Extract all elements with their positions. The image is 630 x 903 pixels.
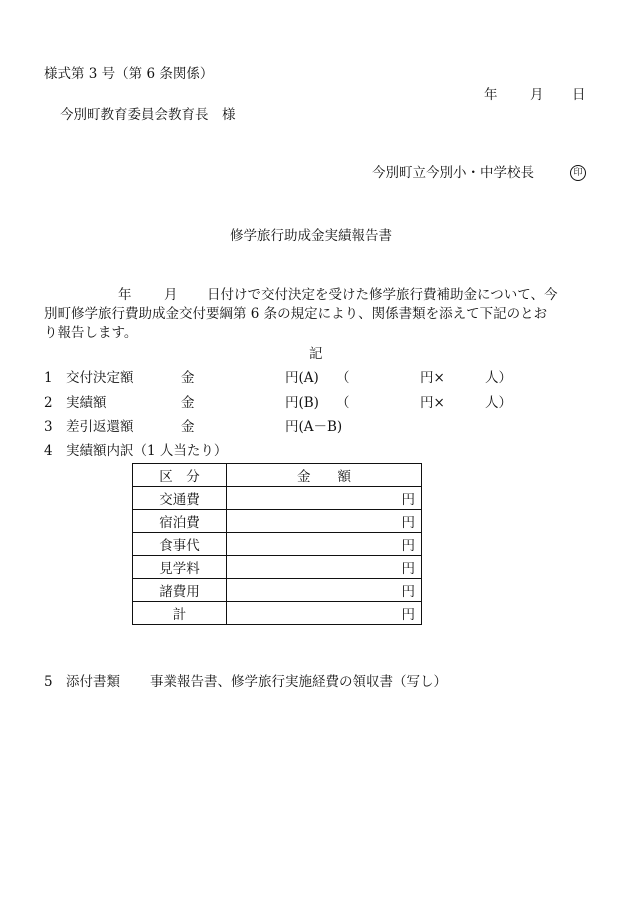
table-header-row xyxy=(133,464,422,487)
item-4-label: 実績額内訳（1 人当たり） xyxy=(66,443,228,459)
body-line3: り報告します。 xyxy=(44,325,138,341)
row-amount-unit: 円 xyxy=(227,579,422,602)
row-category: 見学料 xyxy=(133,556,227,579)
row-category: 計 xyxy=(133,602,227,625)
table-row xyxy=(133,487,422,510)
item-2-kin: 金 xyxy=(181,395,195,411)
body-month: 月 xyxy=(164,287,178,303)
table-row xyxy=(133,556,422,579)
date-month: 月 xyxy=(530,87,544,103)
row-amount-unit: 円 xyxy=(227,602,422,625)
item-5-label: 添付書類 xyxy=(66,674,120,690)
date-day: 日 xyxy=(572,87,586,103)
item-3-label: 差引返還額 xyxy=(66,419,134,435)
item-2-paren: （ xyxy=(336,395,350,411)
item-5-content: 事業報告書、修学旅行実施経費の領収書（写し） xyxy=(150,674,447,690)
date-year: 年 xyxy=(484,87,498,103)
row-amount-unit: 円 xyxy=(227,556,422,579)
body-year: 年 xyxy=(118,287,132,303)
table-total-row xyxy=(133,602,422,625)
row-amount-unit: 円 xyxy=(227,487,422,510)
ki-heading: 記 xyxy=(309,346,323,362)
addressee: 今別町教育委員会教育長 様 xyxy=(60,107,236,123)
item-1-label: 交付決定額 xyxy=(66,370,134,386)
row-amount-unit: 円 xyxy=(227,533,422,556)
item-1-number: 1 xyxy=(44,370,53,386)
table-row xyxy=(133,510,422,533)
item-2-per-person: 円× xyxy=(420,395,445,411)
item-1-kin: 金 xyxy=(181,370,195,386)
item-1-paren: （ xyxy=(336,370,350,386)
row-category: 諸費用 xyxy=(133,579,227,602)
row-amount-unit: 円 xyxy=(227,510,422,533)
item-3-yen: 円(A－B) xyxy=(285,419,343,435)
item-2-persons: 人） xyxy=(485,395,512,411)
row-category: 宿泊費 xyxy=(133,510,227,533)
item-1-persons: 人） xyxy=(485,370,512,386)
item-2-number: 2 xyxy=(44,395,53,411)
form-number: 様式第 3 号（第 6 条関係） xyxy=(44,66,214,82)
body-line1: 日付けで交付決定を受けた修学旅行費補助金について、今 xyxy=(207,287,558,303)
item-5-number: 5 xyxy=(44,674,53,690)
item-2-yen: 円(B) xyxy=(285,395,319,411)
table-row xyxy=(133,579,422,602)
item-3-kin: 金 xyxy=(181,419,195,435)
header-category: 区 分 xyxy=(133,464,227,487)
breakdown-table xyxy=(132,463,422,625)
item-4-number: 4 xyxy=(44,443,53,459)
item-3-number: 3 xyxy=(44,419,53,435)
header-amount: 金 額 xyxy=(227,464,422,487)
row-category: 交通費 xyxy=(133,487,227,510)
document-title: 修学旅行助成金実績報告書 xyxy=(230,228,392,244)
body-line2: 別町修学旅行費助成金交付要綱第 6 条の規定により、関係書類を添えて下記のとお xyxy=(44,306,548,322)
sender: 今別町立今別小・中学校長 xyxy=(372,165,534,181)
item-1-yen: 円(A) xyxy=(285,370,319,386)
seal-mark: 印 xyxy=(570,165,586,181)
item-2-label: 実績額 xyxy=(66,395,107,411)
row-category: 食事代 xyxy=(133,533,227,556)
table-row xyxy=(133,533,422,556)
item-1-per-person: 円× xyxy=(420,370,445,386)
